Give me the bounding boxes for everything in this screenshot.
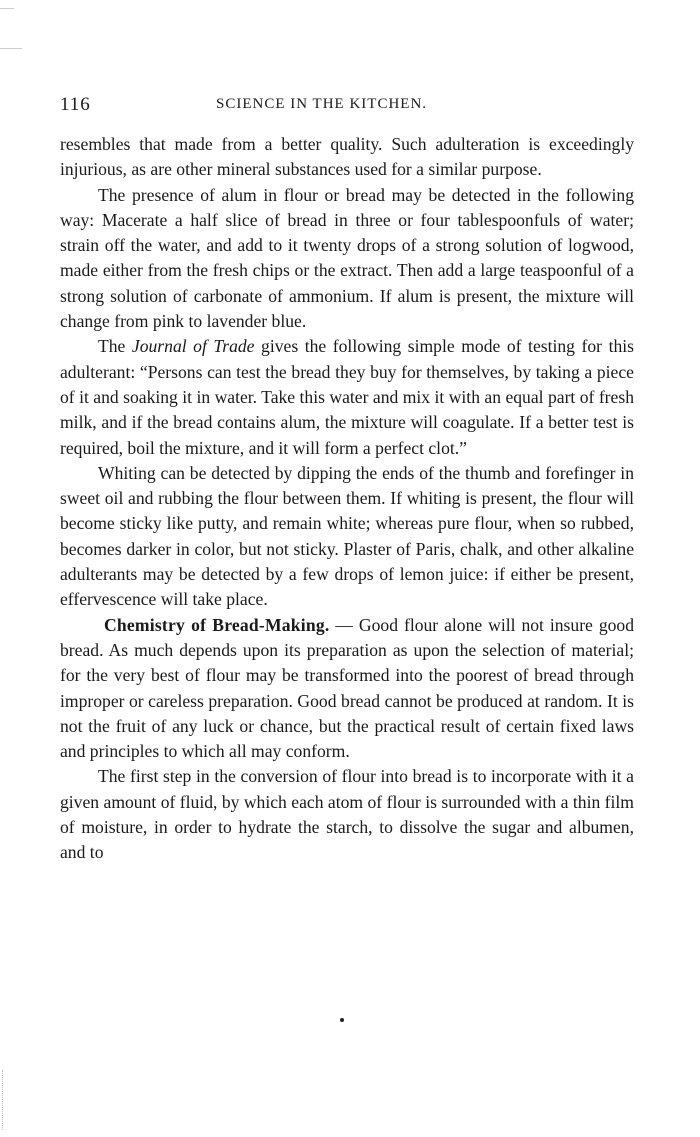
paragraph-text: gives the following simple mode of testing for this adulterant: “Persons can test the bread they buy for themselves, by taking a piece of it and soaking it in water. Take this water and mix it with an equal part of fresh milk, and if the bread contains alum, the mixture will coagulate. If a better test is required, boil the mixture, and it will form a perfect clot.” [60, 336, 634, 458]
scan-edge-dots [2, 1070, 5, 1130]
paragraph-journal-of-trade [60, 334, 634, 460]
body-text [60, 132, 634, 866]
paragraph-first-step: The first step in the conversion of flour into bread is to incorporate with it a given amount of fluid, by which each atom of flour is surrounded with a thin film of moisture, in order to hydrate the starch, to dissolve the sugar and albumen, and to [60, 766, 634, 863]
journal-title: Journal of Trade [131, 336, 255, 357]
paragraph-whiting: Whiting can be detected by dipping the ends of the thumb and forefinger in sweet oil and rubbing the flour between them. If whiting is present, the flour will become sticky like putty, and remain white; whereas pure flour, when so rubbed, becomes darker in color, but not sticky. Plaster of Paris, chalk, and other alkaline adulterants may be detected by a few drops of lemon juice: if either be present, effervescence will take place. [60, 462, 634, 610]
scan-edge-mark [0, 48, 22, 49]
paragraph-continued: resembles that made from a better quality. Such adulteration is exceedingly injurious, as are other mineral substances used for a similar purpose. [60, 134, 634, 180]
paragraph-bread-making [60, 613, 634, 765]
section-heading: Chemistry of Bread-Making. [104, 614, 330, 635]
running-head: SCIENCE IN THE KITCHEN. [216, 96, 428, 112]
paragraph-text: — Good flour alone will not insure good bread. As much depends upon its preparation as upon the selection of material; for the very best of flour may be transformed into the poorest of bread through improper or careless preparation. Good bread cannot be produced at random. It is not the fruit of any luck or chance, but the practical result of certain fixed laws and principles to which all may conform. [60, 614, 635, 762]
scan-edge-mark [0, 8, 14, 9]
page-number: 116 [60, 94, 91, 115]
print-dot [340, 1018, 344, 1022]
paragraph-text: The [98, 336, 132, 357]
paragraph-alum-test: The presence of alum in flour or bread may be detected in the following way: Macerate a half slice of bread in three or four tablespoonfuls of water; strain off the water, and add to it twenty drops of a strong solution of logwood, made either from the fresh chips or the extract. Then add a large teaspoonful of a strong solution of carbonate of ammonium. If alum is present, the mixture will change from pink to lavender blue. [60, 184, 634, 332]
page-header [60, 94, 640, 118]
